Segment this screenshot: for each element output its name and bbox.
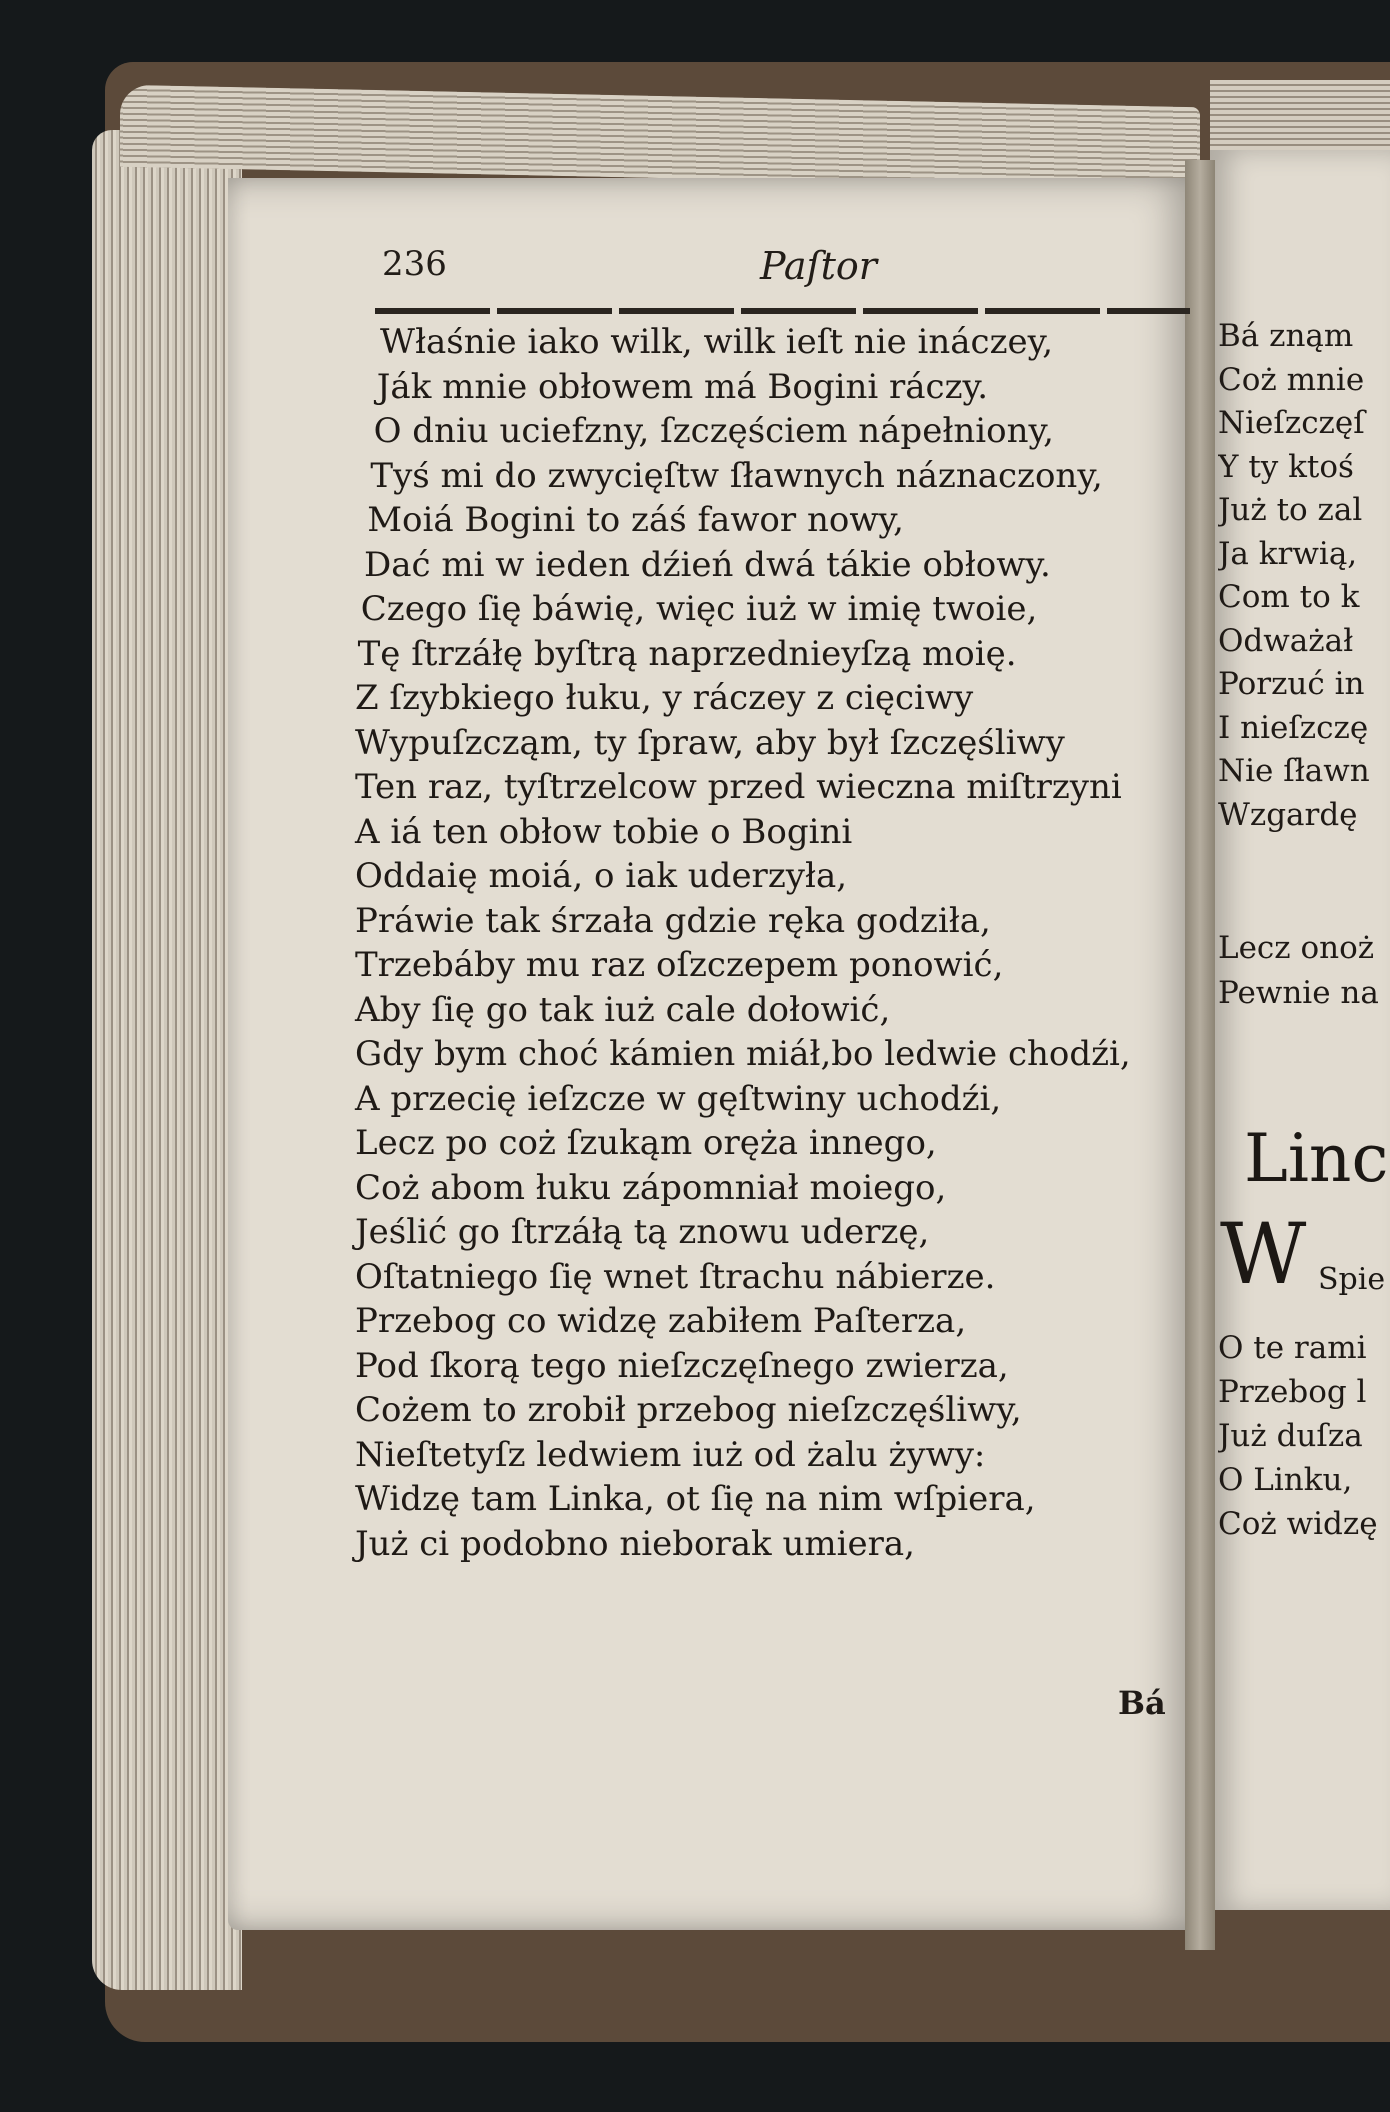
poem-line: Oſtatniego ſię wnet ſtrachu nábierze. (355, 1256, 996, 1297)
poem-line: Przebog co widzę zabiłem Paſterza, (355, 1301, 967, 1341)
header-rule (375, 308, 1190, 314)
right-page-line: Coż widzę (1218, 1506, 1378, 1542)
right-page-line: Com to k (1218, 579, 1360, 615)
right-page-line: Coż mnie (1218, 361, 1365, 398)
page-edges-top-right (1210, 80, 1390, 160)
right-page-heading: Linc (1244, 1120, 1389, 1197)
right-page-line: O Linku, (1218, 1462, 1353, 1498)
right-page-line: I nieſzczę (1218, 709, 1369, 746)
poem-line: Oddaię moiá, o iak uderzyła, (355, 856, 848, 896)
right-page-line: Lecz onoż (1218, 930, 1375, 966)
right-page-line: Już to zal (1218, 492, 1363, 528)
poem-line: Widzę tam Linka, ot ſię na nim wſpiera, (355, 1479, 1036, 1519)
right-page-line: O te rami (1218, 1330, 1367, 1366)
right-page-line: Porzuć in (1218, 666, 1365, 702)
running-title: Paſtor (760, 244, 877, 288)
page-edges-left (92, 130, 242, 1990)
poem-line: Nieſtetyſz ledwiem iuż od żalu żywy: (355, 1434, 986, 1475)
right-page-line: Nie ſławn (1218, 753, 1370, 789)
right-page-line: Odważał (1218, 622, 1354, 659)
page-number: 236 (382, 244, 447, 284)
poem-line: Gdy bym choć kámien miáł,bo ledwie chodźi, (355, 1034, 1131, 1074)
poem-line: Z ſzybkiego łuku, y ráczey z cięciwy (355, 678, 974, 718)
poem-line: Jeślić go ſtrzáłą tą znowu uderzę, (355, 1212, 930, 1252)
poem-line: Wypuſzcząm, ty ſpraw, aby był ſzczęśliwy (355, 722, 1065, 763)
poem-line: A przecię ieſzcze w gęſtwiny uchodźi, (355, 1078, 1002, 1119)
right-page-line: Przebog l (1218, 1374, 1367, 1410)
poem-line: Moiá Bogini to záś fawor nowy, (367, 500, 904, 540)
right-page-line: Pewnie na (1218, 975, 1379, 1011)
right-page-line: Nieſzczęſ (1218, 405, 1365, 441)
poem-text (355, 320, 1185, 1566)
initial-follow-text: Spie (1318, 1262, 1386, 1297)
poem-line: Ten raz, tyſtrzelcow przed wieczna miſtrzyni (355, 767, 1122, 807)
poem-line: Ják mnie obłowem má Bogini ráczy. (376, 366, 989, 407)
poem-line: Dać mi w ieden dźień dwá tákie obłowy. (364, 544, 1051, 585)
poem-line: Cożem to zrobił przebog nieſzczęśliwy, (355, 1390, 1022, 1430)
poem-line: Trzebáby mu raz oſzczepem ponowić, (355, 945, 1004, 985)
right-page-line: Już duſza (1218, 1418, 1363, 1454)
right-page-line: Ja krwią, (1218, 535, 1358, 572)
poem-line: Już ci podobno nieborak umiera, (355, 1523, 915, 1564)
right-page-line: Bá znąm (1218, 318, 1354, 354)
page-header (382, 244, 1172, 292)
poem-line: O dniu uciefzny, ſzczęściem nápełniony, (373, 411, 1054, 451)
poem-line: Tyś mi do zwycięſtw ſławnych náznaczony, (370, 455, 1103, 496)
poem-line: A iá ten obłow tobie o Bogini (355, 811, 853, 852)
poem-line: Lecz po coż ſzukąm oręża innego, (355, 1123, 937, 1163)
poem-line: Coż abom łuku zápomniał moiego, (355, 1167, 947, 1208)
book-gutter (1185, 160, 1215, 1950)
poem-line: Aby ſię go tak iuż cale dołowić, (355, 989, 891, 1030)
decorated-initial: W (1220, 1205, 1307, 1303)
poem-line: Pod ſkorą tego nieſzczęſnego zwierza, (355, 1345, 1009, 1386)
right-page-line: Wzgardę (1218, 796, 1358, 833)
poem-line: Czego ſię báwię, więc iuż w imię twoie, (360, 589, 1038, 629)
poem-line: Práwie tak śrzała gdzie ręka godziła, (355, 900, 991, 941)
poem-line: Tę ſtrzáłę byſtrą naprzednieyſzą moię. (357, 633, 1017, 674)
poem-line: Właśnie iako wilk, wilk ieſt nie ináczey, (380, 322, 1054, 362)
right-page-line: Y ty ktoś (1218, 448, 1354, 485)
catchword: Bá (1118, 1684, 1166, 1722)
